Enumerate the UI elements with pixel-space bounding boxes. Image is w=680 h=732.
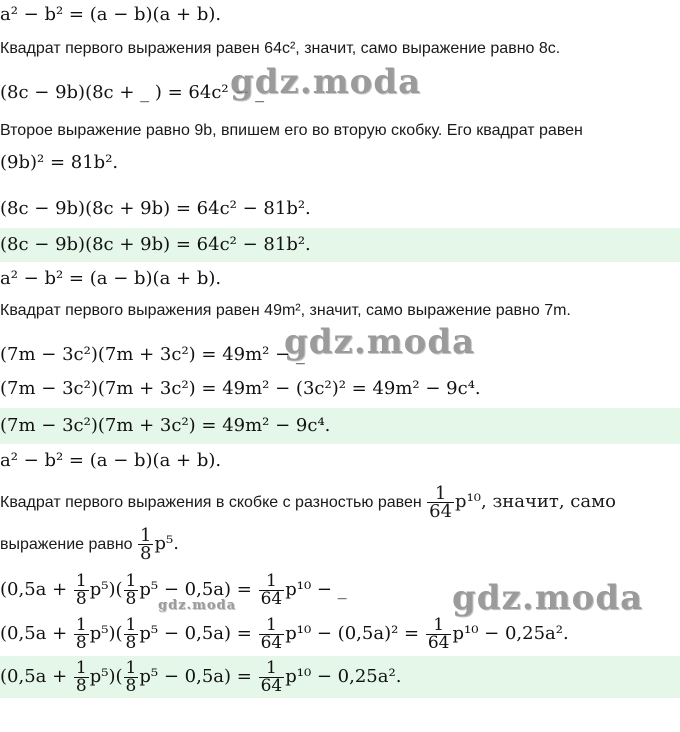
fraction: [259, 657, 285, 696]
text-segment: Квадрат первого выражения в скобке с разностью равен: [0, 494, 422, 511]
formula-line: a² − b² = (a − b)(a + b).: [0, 268, 222, 289]
fraction-denominator: 8: [125, 675, 137, 696]
fraction-denominator: 8: [140, 543, 152, 565]
text-segment: (0,5a +: [0, 666, 68, 687]
fraction-numerator: 1: [125, 657, 137, 678]
watermark: gdz.moda: [284, 322, 476, 362]
fraction-numerator: 1: [427, 485, 454, 503]
text-segment: p⁵ − 0,5a) =: [139, 666, 252, 687]
text-line: Квадрат первого выражения равен 49m², значит, само выражение равно 7m.: [0, 302, 571, 319]
text-segment: p⁵)(: [89, 623, 123, 644]
fraction: [74, 570, 89, 609]
fraction-numerator: 1: [125, 570, 137, 591]
fraction: [259, 570, 285, 609]
text-segment: p¹⁰ − 0,25a².: [452, 623, 569, 644]
text-line: [0, 524, 680, 564]
answer-line: (7m − 3c²)(7m + 3c²) = 49m² − 9c⁴.: [0, 408, 680, 444]
fraction-denominator: 64: [429, 501, 453, 523]
fraction-denominator: 64: [260, 588, 283, 609]
text-segment: p⁵)(: [89, 666, 123, 687]
text-segment: p¹⁰ − _: [285, 579, 347, 600]
formula-line: (9b)² = 81b².: [0, 152, 119, 173]
formula-line: [0, 614, 680, 654]
text-segment: p¹⁰, значит, само: [455, 491, 616, 512]
fraction: [259, 614, 285, 653]
text-segment: p⁵ − 0,5a) =: [139, 623, 252, 644]
fraction-denominator: 64: [427, 632, 450, 653]
fraction-denominator: 64: [260, 675, 283, 696]
fraction-numerator: 1: [140, 525, 152, 547]
fraction-numerator: 1: [259, 660, 285, 678]
text-segment: выражение равно: [0, 536, 133, 553]
text-line: Квадрат первого выражения равен 64c², значит, само выражение равно 8c.: [0, 40, 561, 57]
text-segment: p⁵ − 0,5a) =: [139, 579, 252, 600]
fraction-denominator: 8: [75, 588, 87, 609]
fraction-numerator: 1: [125, 614, 137, 635]
fraction-numerator: 1: [75, 657, 87, 678]
text-segment: (0,5a +: [0, 623, 68, 644]
text-line: Второе выражение равно 9b, впишем его во вторую скобку. Его квадрат равен: [0, 122, 583, 139]
fraction: [74, 657, 89, 696]
formula-line: a² − b² = (a − b)(a + b).: [0, 4, 222, 25]
fraction-denominator: 8: [75, 632, 87, 653]
fraction-denominator: 8: [75, 675, 87, 696]
text-segment: (0,5a +: [0, 579, 68, 600]
watermark: gdz.moda: [230, 62, 422, 102]
text-segment: p¹⁰ − 0,25a².: [285, 666, 402, 687]
fraction-denominator: 64: [260, 632, 283, 653]
fraction-numerator: 1: [259, 617, 285, 635]
answer-line: (8c − 9b)(8c + 9b) = 64c² − 81b².: [0, 228, 680, 262]
fraction-denominator: 8: [125, 632, 137, 653]
fraction-numerator: 1: [426, 617, 452, 635]
formula-line: (8c − 9b)(8c + _ ) = 64c² − _: [0, 82, 265, 103]
fraction: [138, 525, 153, 565]
fraction-numerator: 1: [75, 570, 87, 591]
text-line: [0, 482, 680, 522]
fraction: [124, 657, 139, 696]
fraction: [124, 614, 139, 653]
fraction-numerator: 1: [259, 573, 285, 591]
fraction: [124, 570, 139, 609]
watermark: gdz.moda: [158, 598, 237, 613]
answer-line: [0, 656, 680, 698]
formula-line: a² − b² = (a − b)(a + b).: [0, 450, 222, 471]
fraction: [426, 614, 452, 653]
formula-line: (8c − 9b)(8c + 9b) = 64c² − 81b².: [0, 198, 311, 219]
fraction: [74, 614, 89, 653]
formula-line: (7m − 3c²)(7m + 3c²) = 49m² − (3c²)² = 49m² − 9c⁴.: [0, 378, 481, 399]
fraction-numerator: 1: [75, 614, 87, 635]
formula-line: (7m − 3c²)(7m + 3c²) = 49m² − _: [0, 344, 305, 365]
fraction: [427, 483, 454, 523]
fraction-denominator: 8: [125, 588, 137, 609]
text-segment: p⁵.: [154, 533, 179, 554]
text-segment: p¹⁰ − (0,5a)² =: [285, 623, 420, 644]
text-segment: p⁵)(: [89, 579, 123, 600]
watermark: gdz.moda: [452, 578, 644, 618]
